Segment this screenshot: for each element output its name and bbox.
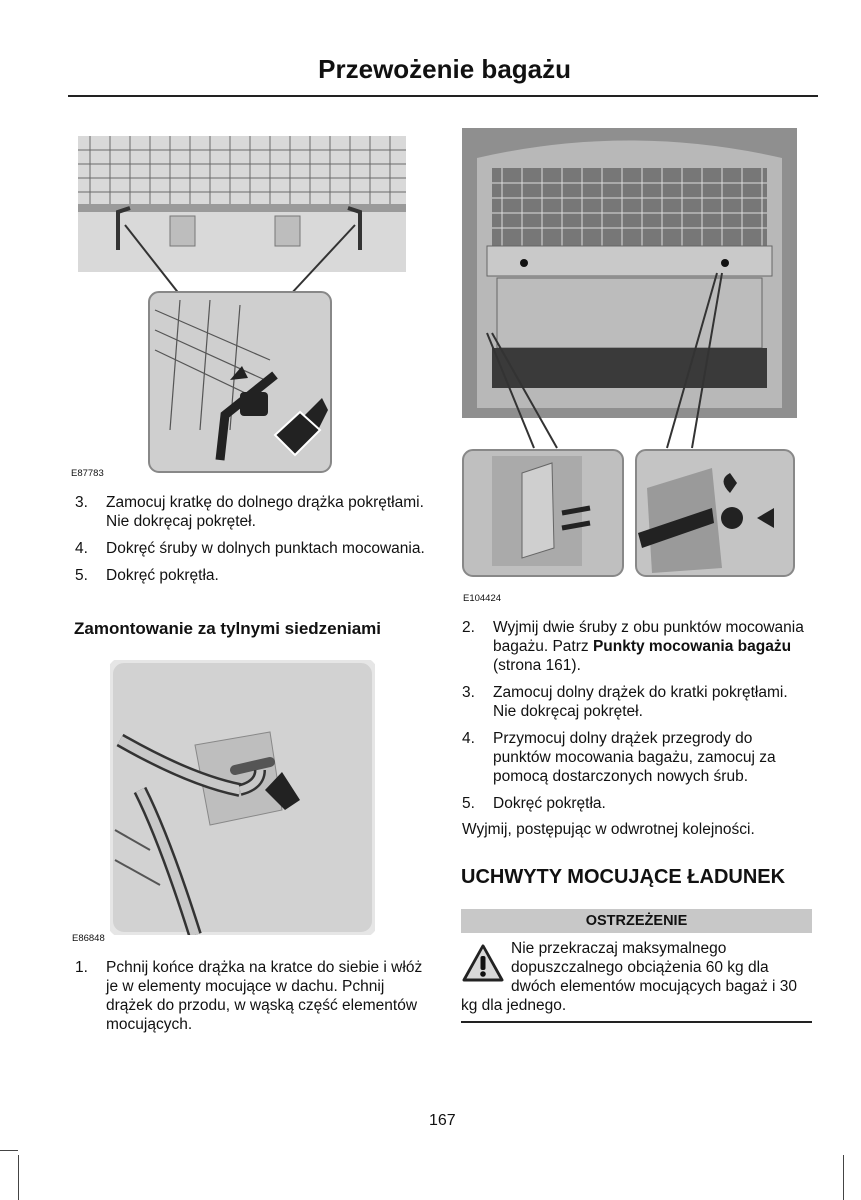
- list-item: [75, 566, 425, 585]
- list-number: 4.: [75, 540, 88, 557]
- list-item: [462, 729, 814, 786]
- list-number: 3.: [462, 684, 475, 701]
- reverse-note: Wyjmij, postępując w odwrotnej kolejności.: [462, 821, 755, 838]
- warning-text: Nie przekraczaj maksymalnego dopuszczalnego obciążenia 60 kg dla dwóch elementów mocujących bagaż i 30 kg dla jednego.: [461, 940, 798, 1014]
- list-text: Dokręć pokrętła.: [493, 795, 606, 812]
- figure-code-1: E87783: [71, 468, 104, 479]
- crop-mark: [0, 1150, 18, 1151]
- list-number: 4.: [462, 730, 475, 747]
- list-text: Wyjmij dwie śruby z obu punktów mocowania bagażu. Patrz: [493, 619, 804, 655]
- roof-mounting-illustration: [110, 660, 375, 935]
- steps-list-2: [75, 958, 425, 1042]
- cargo-compartment-illustration: [462, 128, 797, 583]
- list-text: Dokręć pokrętła.: [106, 567, 219, 584]
- cross-reference-link[interactable]: Punkty mocowania bagażu: [592, 638, 792, 655]
- list-item: [75, 493, 425, 531]
- net-mounting-illustration: [70, 130, 415, 475]
- title-divider: [68, 95, 818, 97]
- figure-roof-mounting: [110, 660, 375, 935]
- list-item: [462, 794, 814, 813]
- list-number: 3.: [75, 494, 88, 511]
- figure-cargo-compartment: [462, 128, 797, 583]
- list-number: 5.: [462, 795, 475, 812]
- list-number: 1.: [75, 959, 88, 976]
- figure-code-2: E104424: [463, 593, 502, 604]
- crop-mark: [843, 1155, 844, 1200]
- steps-list-1: [75, 493, 425, 593]
- list-item: [462, 683, 814, 721]
- subheading: Zamontowanie za tylnymi siedzeniami: [74, 619, 382, 638]
- list-text-suffix: (strona 161).: [493, 657, 581, 674]
- list-text: Przymocuj dolny drążek przegrody do punktów mocowania bagażu, zamocuj za pomocą dostarczonych nowych śrub.: [493, 730, 776, 785]
- crop-mark: [18, 1155, 19, 1200]
- warning-box: [461, 939, 812, 1015]
- warning-label: OSTRZEŻENIE: [461, 909, 812, 933]
- list-text: Zamocuj kratkę do dolnego drążka pokrętłami. Nie dokręcaj pokręteł.: [106, 494, 424, 530]
- figure-code-3: E86848: [72, 933, 105, 944]
- list-item: [75, 958, 425, 1034]
- steps-list-right: [462, 618, 814, 821]
- page-number: 167: [429, 1112, 456, 1129]
- list-item: [462, 618, 814, 675]
- list-number: 2.: [462, 619, 475, 636]
- warning-divider: [461, 1021, 812, 1023]
- figure-net-mounting: [70, 130, 415, 475]
- list-item: [75, 539, 425, 558]
- list-text: Zamocuj dolny drążek do kratki pokrętłami. Nie dokręcaj pokręteł.: [493, 684, 788, 720]
- list-text: Pchnij końce drążka na kratce do siebie i włóż je w elementy mocujące w dachu. Pchnij drążek do przodu, w wąską część elementów mocujących.: [106, 959, 423, 1033]
- warning-triangle-icon: [461, 943, 505, 983]
- list-text: Dokręć śruby w dolnych punktach mocowania.: [106, 540, 425, 557]
- page-title: Przewożenie bagażu: [318, 54, 571, 84]
- list-number: 5.: [75, 567, 88, 584]
- section-heading: UCHWYTY MOCUJĄCE ŁADUNEK: [461, 866, 786, 888]
